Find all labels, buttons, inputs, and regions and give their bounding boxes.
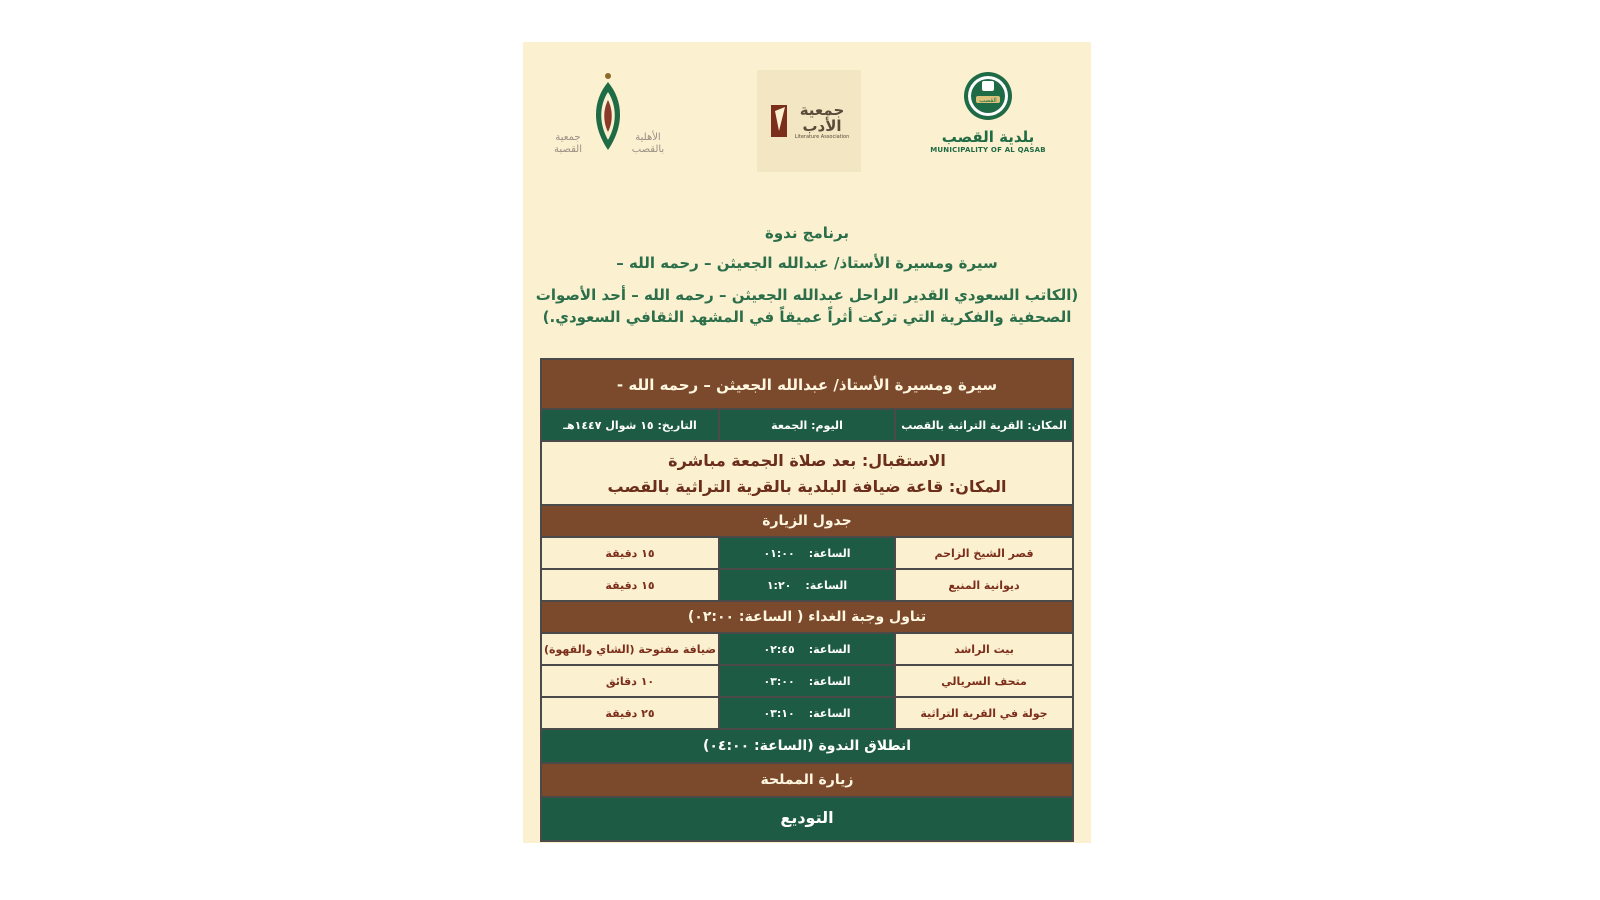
table-row bbox=[542, 666, 1072, 698]
visit-duration: ضيافة مفتوحة (الشاي والقهوة) bbox=[542, 634, 720, 664]
visit-schedule-header: جدول الزيارة bbox=[542, 506, 1072, 538]
visit-time: ٠٢:٤٥ bbox=[763, 642, 795, 656]
heritage-association-logo bbox=[548, 70, 668, 164]
lunch-row: تناول وجبة الغداء ( الساعة: ٠٢:٠٠) bbox=[542, 602, 1072, 634]
municipality-logo bbox=[928, 70, 1048, 154]
heritage-text-line2: الأهلية bbox=[635, 132, 661, 143]
visit-place: متحف السريالي bbox=[896, 666, 1072, 696]
table-title: سيرة ومسيرة الأستاذ/ عبدالله الجعيثن – رحمه الله - bbox=[542, 360, 1072, 410]
time-label: الساعة: bbox=[808, 642, 851, 656]
time-label: الساعة: bbox=[808, 706, 851, 720]
reception-time: الاستقبال: بعد صلاة الجمعة مباشرة bbox=[668, 451, 946, 470]
visit-time: ٠٣:١٠ bbox=[763, 706, 795, 720]
table-row bbox=[542, 538, 1072, 570]
quill-icon bbox=[769, 101, 791, 141]
table-row bbox=[542, 570, 1072, 602]
visit-place: جولة في القرية التراثية bbox=[896, 698, 1072, 728]
visit-time: ٠١:٠٠ bbox=[763, 546, 795, 560]
schedule-table bbox=[540, 358, 1074, 842]
program-heading: برنامج ندوة bbox=[764, 224, 850, 242]
logo-row bbox=[523, 70, 1091, 220]
program-description: (الكاتب السعودي القدير الراحل عبدالله الجعيثن – رحمه الله – أحد الأصوات الصحفية والفكرية التي تركت أثراً عميقاً في المشهد الثقافي السعودي.) bbox=[535, 286, 1079, 326]
visit-place: بيت الراشد bbox=[896, 634, 1072, 664]
literature-association-logo bbox=[757, 70, 861, 172]
heritage-text-line4: بالقصب bbox=[631, 144, 665, 155]
visit-duration: ١٠ دقائق bbox=[542, 666, 720, 696]
info-date: التاريخ: ١٥ شوال ١٤٤٧هـ bbox=[542, 410, 720, 440]
info-row bbox=[542, 410, 1072, 442]
time-label: الساعة: bbox=[808, 674, 851, 688]
reception-block bbox=[542, 442, 1072, 506]
visit-place: قصر الشيخ الزاحم bbox=[896, 538, 1072, 568]
visit-time: ٠٣:٠٠ bbox=[763, 674, 795, 688]
table-row bbox=[542, 634, 1072, 666]
literature-name-english: Literature Association bbox=[794, 134, 850, 140]
reception-place: المكان: قاعة ضيافة البلدية بالقرية التراثية بالقصب bbox=[607, 477, 1007, 496]
visit-place: ديوانية المنيع bbox=[896, 570, 1072, 600]
literature-name-line1: جمعية bbox=[799, 101, 845, 119]
table-row bbox=[542, 698, 1072, 730]
intro-block bbox=[523, 218, 1091, 328]
municipality-name-arabic: بلدية القصب bbox=[941, 128, 1035, 146]
heritage-text-line3: القصبة bbox=[554, 144, 582, 155]
poster bbox=[523, 42, 1091, 843]
time-label: الساعة: bbox=[808, 546, 851, 560]
emblem-text: القصب bbox=[979, 97, 997, 104]
visit-duration: ١٥ دقيقة bbox=[542, 538, 720, 568]
symposium-start-row: انطلاق الندوة (الساعة: ٠٤:٠٠) bbox=[542, 730, 1072, 764]
salt-visit-row: زيارة المملحة bbox=[542, 764, 1072, 798]
info-day: اليوم: الجمعة bbox=[720, 410, 896, 440]
visit-duration: ٢٥ دقيقة bbox=[542, 698, 720, 728]
literature-name-line2: الأدب bbox=[802, 117, 842, 135]
time-label: الساعة: bbox=[805, 578, 848, 592]
info-place: المكان: القرية التراثية بالقصب bbox=[901, 418, 1067, 432]
heritage-text-line1: جمعية bbox=[555, 132, 581, 143]
program-subject: سيرة ومسيرة الأستاذ/ عبدالله الجعيثن – رحمه الله – bbox=[616, 254, 998, 272]
municipality-emblem-icon bbox=[960, 70, 1016, 122]
visit-duration: ١٥ دقيقة bbox=[542, 570, 720, 600]
municipality-name-english: MUNICIPALITY OF AL QASAB bbox=[930, 146, 1046, 154]
farewell-row: التوديع bbox=[542, 798, 1072, 840]
visit-time: ١:٢٠ bbox=[766, 578, 792, 592]
